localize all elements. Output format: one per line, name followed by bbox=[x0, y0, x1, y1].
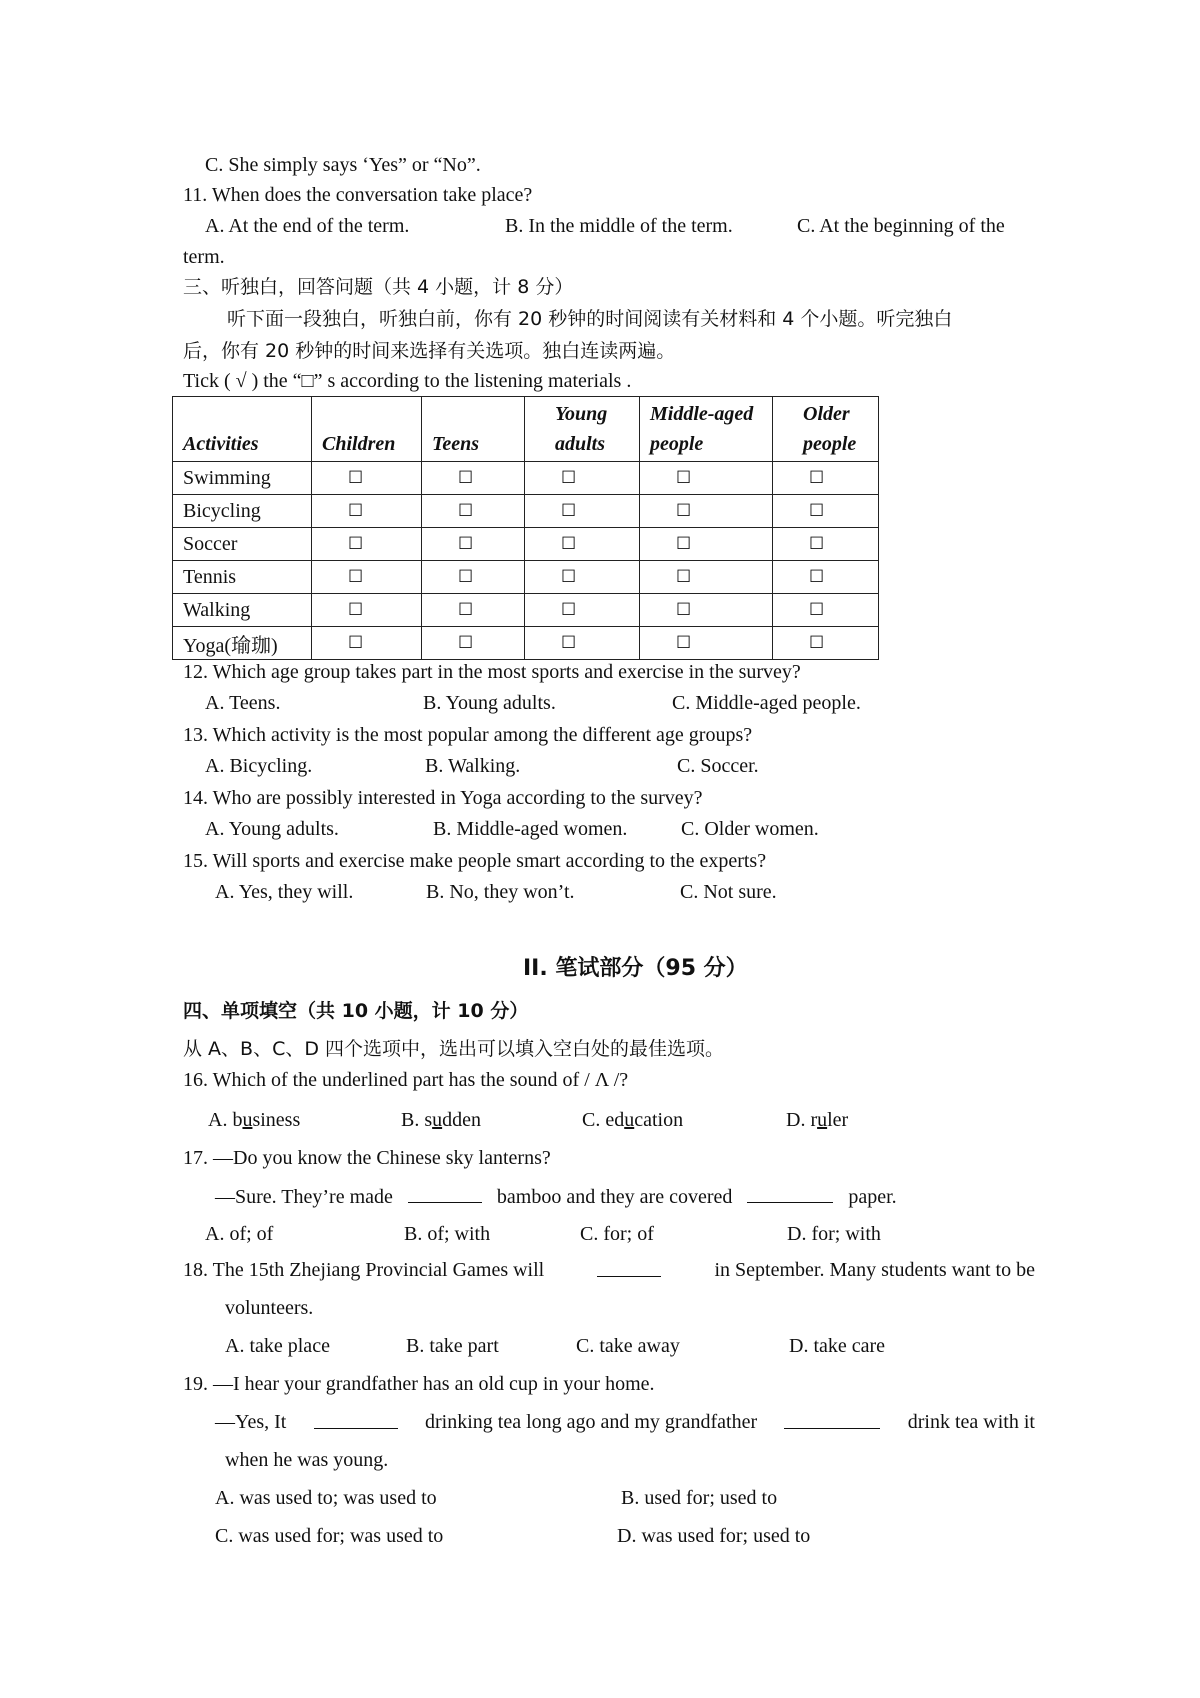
checkbox-icon[interactable]: ☐ bbox=[312, 627, 422, 660]
q17-stem: 17. —Do you know the Chinese sky lanterns? bbox=[183, 1147, 551, 1169]
q16-stem: 16. Which of the underlined part has the sound of / Λ /? bbox=[183, 1069, 629, 1091]
checkbox-icon[interactable]: ☐ bbox=[640, 528, 773, 561]
checkbox-icon[interactable]: ☐ bbox=[640, 627, 773, 660]
q15-option-b: B. No, they won’t. bbox=[426, 881, 575, 903]
q13-stem: 13. Which activity is the most popular among the different age groups? bbox=[183, 724, 753, 746]
checkbox-icon[interactable]: ☐ bbox=[773, 528, 879, 561]
table-row bbox=[173, 495, 879, 528]
q17-blank-1 bbox=[408, 1184, 482, 1203]
q19-response-continued: when he was young. bbox=[225, 1449, 389, 1471]
table-row bbox=[173, 528, 879, 561]
q18-stem: 18. The 15th Zhejiang Provincial Games will in September. Many students want to be bbox=[183, 1259, 1035, 1281]
checkbox-icon[interactable]: ☐ bbox=[773, 561, 879, 594]
q10-option-c: C. She simply says ‘Yes” or “No”. bbox=[205, 154, 481, 176]
table-header-row bbox=[173, 397, 879, 462]
q11-option-b: B. In the middle of the term. bbox=[505, 215, 733, 237]
q16-option-d: D. ruler bbox=[786, 1109, 849, 1131]
q14-option-b: B. Middle-aged women. bbox=[433, 818, 628, 840]
checkbox-icon[interactable]: ☐ bbox=[640, 561, 773, 594]
checkbox-icon[interactable]: ☐ bbox=[525, 462, 640, 495]
tick-instruction: Tick ( √ ) the “□” s according to the listening materials . bbox=[183, 370, 632, 392]
q18-option-d: D. take care bbox=[789, 1335, 886, 1357]
checkbox-icon[interactable]: ☐ bbox=[422, 594, 525, 627]
checkbox-icon[interactable]: ☐ bbox=[422, 627, 525, 660]
q17-option-d: D. for; with bbox=[787, 1223, 881, 1245]
checkbox-icon[interactable]: ☐ bbox=[640, 462, 773, 495]
q13-option-a: A. Bicycling. bbox=[205, 755, 313, 777]
checkbox-icon[interactable]: ☐ bbox=[422, 462, 525, 495]
part-two-title: II. 笔试部分（95 分） bbox=[523, 956, 748, 981]
header-middle-aged-people: Middle-aged people bbox=[640, 397, 773, 462]
q19-option-d: D. was used for; used to bbox=[617, 1525, 811, 1547]
checkbox-icon[interactable]: ☐ bbox=[422, 528, 525, 561]
table-row bbox=[173, 561, 879, 594]
q15-option-a: A. Yes, they will. bbox=[215, 881, 354, 903]
q13-option-c: C. Soccer. bbox=[677, 755, 759, 777]
section-three-instruction-line2: 后，你有 20 秒钟的时间来选择有关选项。独白连读两遍。 bbox=[183, 340, 676, 362]
table-row bbox=[173, 627, 879, 660]
q19-option-c: C. was used for; was used to bbox=[215, 1525, 444, 1547]
q17-option-c: C. for; of bbox=[580, 1223, 654, 1245]
activity-label: Walking bbox=[173, 594, 312, 627]
checkbox-icon[interactable]: ☐ bbox=[525, 528, 640, 561]
checkbox-icon[interactable]: ☐ bbox=[525, 495, 640, 528]
checkbox-icon[interactable]: ☐ bbox=[312, 462, 422, 495]
q17-option-a: A. of; of bbox=[205, 1223, 274, 1245]
activity-label: Yoga(瑜珈) bbox=[173, 627, 312, 660]
q19-option-b: B. used for; used to bbox=[621, 1487, 778, 1509]
activity-label: Bicycling bbox=[173, 495, 312, 528]
header-young-adults: Young adults bbox=[525, 397, 640, 462]
q14-option-c: C. Older women. bbox=[681, 818, 819, 840]
q12-option-c: C. Middle-aged people. bbox=[672, 692, 861, 714]
checkbox-icon[interactable]: ☐ bbox=[312, 528, 422, 561]
activity-label: Soccer bbox=[173, 528, 312, 561]
checkbox-icon[interactable]: ☐ bbox=[422, 495, 525, 528]
checkbox-icon[interactable]: ☐ bbox=[773, 495, 879, 528]
q12-option-b: B. Young adults. bbox=[423, 692, 556, 714]
q17-blank-2 bbox=[747, 1184, 833, 1203]
q12-option-a: A. Teens. bbox=[205, 692, 281, 714]
section-four-instruction: 从 A、B、C、D 四个选项中，选出可以填入空白处的最佳选项。 bbox=[183, 1038, 725, 1060]
q18-stem-continued: volunteers. bbox=[225, 1297, 314, 1319]
q15-option-c: C. Not sure. bbox=[680, 881, 777, 903]
activity-survey-table bbox=[172, 396, 879, 660]
q19-response: —Yes, It drinking tea long ago and my grandfather drink tea with it bbox=[215, 1411, 1035, 1433]
activity-label: Swimming bbox=[173, 462, 312, 495]
activity-label: Tennis bbox=[173, 561, 312, 594]
q17-response: —Sure. They’re made bamboo and they are covered paper. bbox=[215, 1186, 897, 1208]
q18-option-b: B. take part bbox=[406, 1335, 499, 1357]
checkbox-icon[interactable]: ☐ bbox=[312, 561, 422, 594]
section-four-heading: 四、单项填空（共 10 小题，计 10 分） bbox=[183, 1000, 529, 1022]
q13-option-b: B. Walking. bbox=[425, 755, 521, 777]
header-children: Children bbox=[312, 397, 422, 462]
q11-stem: 11. When does the conversation take place? bbox=[183, 184, 533, 206]
q18-option-c: C. take away bbox=[576, 1335, 680, 1357]
checkbox-icon[interactable]: ☐ bbox=[525, 627, 640, 660]
q12-stem: 12. Which age group takes part in the most sports and exercise in the survey? bbox=[183, 661, 801, 683]
checkbox-icon[interactable]: ☐ bbox=[525, 594, 640, 627]
section-three-instruction-line1: 听下面一段独白，听独白前，你有 20 秒钟的时间阅读有关材料和 4 个小题。听完独白 bbox=[227, 308, 953, 330]
checkbox-icon[interactable]: ☐ bbox=[312, 594, 422, 627]
q16-option-c: C. education bbox=[582, 1109, 684, 1131]
header-older-people: Older people bbox=[773, 397, 879, 462]
section-three-heading: 三、听独白，回答问题（共 4 小题，计 8 分） bbox=[183, 276, 574, 298]
q11-option-a: A. At the end of the term. bbox=[205, 215, 410, 237]
checkbox-icon[interactable]: ☐ bbox=[312, 495, 422, 528]
q14-stem: 14. Who are possibly interested in Yoga according to the survey? bbox=[183, 787, 703, 809]
q19-stem: 19. —I hear your grandfather has an old cup in your home. bbox=[183, 1373, 655, 1395]
q18-blank bbox=[597, 1258, 661, 1277]
header-activities: Activities bbox=[173, 397, 312, 462]
q11-option-c-continued: term. bbox=[183, 246, 225, 268]
checkbox-icon[interactable]: ☐ bbox=[640, 594, 773, 627]
q16-option-a: A. business bbox=[208, 1109, 301, 1131]
q19-blank-1 bbox=[314, 1410, 398, 1429]
q16-option-b: B. sudden bbox=[401, 1109, 482, 1131]
checkbox-icon[interactable]: ☐ bbox=[773, 462, 879, 495]
q15-stem: 15. Will sports and exercise make people smart according to the experts? bbox=[183, 850, 767, 872]
q11-option-c: C. At the beginning of the bbox=[797, 215, 1005, 237]
q14-option-a: A. Young adults. bbox=[205, 818, 339, 840]
table-row bbox=[173, 594, 879, 627]
q19-option-a: A. was used to; was used to bbox=[215, 1487, 437, 1509]
checkbox-icon[interactable]: ☐ bbox=[525, 561, 640, 594]
header-teens: Teens bbox=[422, 397, 525, 462]
q19-blank-2 bbox=[784, 1410, 880, 1429]
q17-option-b: B. of; with bbox=[404, 1223, 491, 1245]
checkbox-icon[interactable]: ☐ bbox=[773, 594, 879, 627]
table-row bbox=[173, 462, 879, 495]
checkbox-icon[interactable]: ☐ bbox=[773, 627, 879, 660]
checkbox-icon[interactable]: ☐ bbox=[422, 561, 525, 594]
checkbox-icon[interactable]: ☐ bbox=[640, 495, 773, 528]
q18-option-a: A. take place bbox=[225, 1335, 330, 1357]
